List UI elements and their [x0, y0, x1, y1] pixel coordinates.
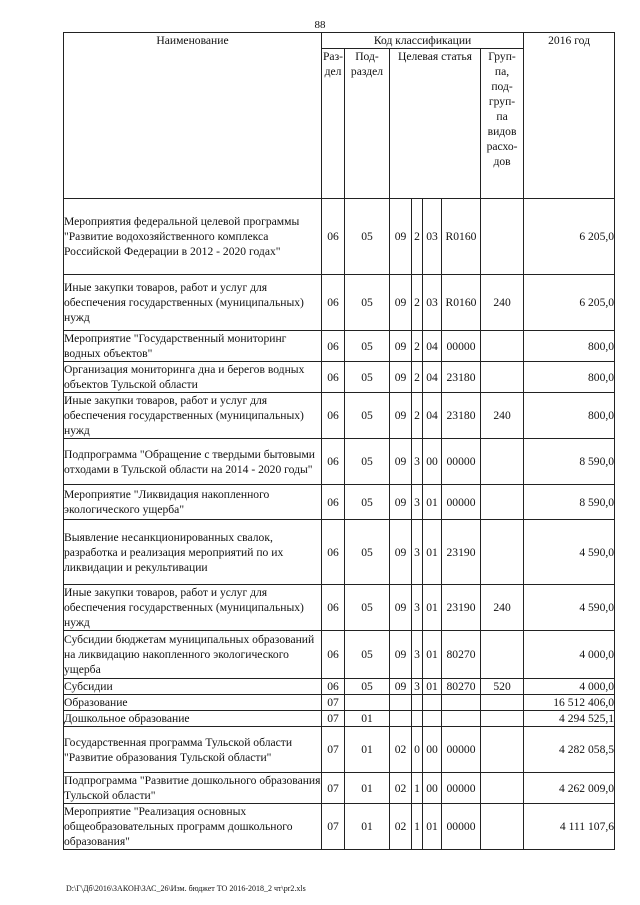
target-direction-cell: R0160: [442, 275, 481, 331]
target-event-cell: 00: [423, 727, 442, 773]
table-row: [64, 804, 615, 850]
razdel-cell: 06: [322, 585, 345, 631]
target-direction-cell: [442, 695, 481, 711]
target-program-cell: 09: [390, 393, 412, 439]
target-event-cell: 03: [423, 199, 442, 275]
expense-group-cell: [481, 439, 524, 485]
razdel-cell: 06: [322, 631, 345, 679]
row-name-cell: Подпрограмма "Развитие дошкольного образования Тульской области": [64, 774, 321, 802]
target-program-cell: 09: [390, 485, 412, 520]
target-event-cell: 03: [423, 275, 442, 331]
table-row: [64, 275, 615, 331]
amount-cell: 6 205,0: [524, 275, 615, 331]
target-subprogram-cell: 2: [412, 275, 423, 331]
row-name-cell: Иные закупки товаров, работ и услуг для обеспечения государственных (муниципальных) нужд: [64, 393, 322, 439]
row-name-cell: Мероприятие "Ликвидация накопленного экологического ущерба": [64, 485, 322, 520]
target-program-cell: [390, 695, 412, 711]
target-program-cell: [390, 711, 412, 727]
target-direction-cell: 23180: [442, 393, 481, 439]
target-direction-cell: 00000: [442, 331, 481, 362]
target-direction-cell: 00000: [442, 485, 481, 520]
razdel-cell: 07: [322, 695, 345, 711]
expense-group-cell: 240: [481, 393, 524, 439]
table-row: [64, 727, 615, 773]
target-program-cell: 09: [390, 631, 412, 679]
target-subprogram-cell: 3: [412, 679, 423, 695]
razdel-cell: 06: [322, 275, 345, 331]
amount-cell: 4 000,0: [524, 631, 615, 679]
target-subprogram-cell: 2: [412, 393, 423, 439]
row-name-cell: Субсидии: [64, 679, 322, 695]
target-event-cell: 01: [423, 804, 442, 850]
target-subprogram-cell: 3: [412, 520, 423, 585]
podrazdel-cell: 05: [345, 585, 390, 631]
amount-cell: 4 262 009,0: [524, 773, 615, 804]
row-name-cell: Мероприятия федеральной целевой программы "Развитие водохозяйственного комплекса Российской Федерации в 2012 - 2020 годах": [64, 199, 322, 275]
razdel-cell: 06: [322, 485, 345, 520]
file-path-footer: D:\Г\Дб\2016\ЗАКОН\ЗАС_26\Изм. бюджет ТО 2016-2018_2 чт\pr2.xls: [66, 884, 306, 893]
podrazdel-cell: 05: [345, 631, 390, 679]
target-subprogram-cell: 2: [412, 331, 423, 362]
podrazdel-cell: 05: [345, 485, 390, 520]
razdel-cell: 07: [322, 773, 345, 804]
amount-cell: 800,0: [524, 393, 615, 439]
table-row: [64, 711, 615, 727]
expense-group-cell: 240: [481, 585, 524, 631]
target-program-cell: 02: [390, 773, 412, 804]
table-row: [64, 393, 615, 439]
expense-group-cell: [481, 199, 524, 275]
amount-cell: 8 590,0: [524, 439, 615, 485]
table-row: [64, 485, 615, 520]
expense-group-cell: [481, 804, 524, 850]
target-direction-cell: R0160: [442, 199, 481, 275]
target-subprogram-cell: 0: [412, 727, 423, 773]
target-direction-cell: 00000: [442, 804, 481, 850]
row-name-cell: Выявление несанкционированных свалок, разработка и реализация мероприятий по их ликвидации и рекультивации: [64, 520, 322, 585]
target-subprogram-cell: 2: [412, 362, 423, 393]
table-row: [64, 631, 615, 679]
expense-group-cell: [481, 485, 524, 520]
expense-group-cell: [481, 711, 524, 727]
podrazdel-cell: [345, 695, 390, 711]
header-expense-group: Груп- па, под- груп- па видов расхо- дов: [481, 49, 524, 199]
target-direction-cell: 80270: [442, 679, 481, 695]
target-subprogram-cell: 2: [412, 199, 423, 275]
row-name-cell: Субсидии бюджетам муниципальных образований на ликвидацию накопленного экологического ущерба: [64, 631, 322, 679]
expense-group-cell: [481, 727, 524, 773]
target-event-cell: [423, 695, 442, 711]
amount-cell: 4 282 058,5: [524, 727, 615, 773]
razdel-cell: 06: [322, 331, 345, 362]
table-row: [64, 773, 615, 804]
target-program-cell: 09: [390, 520, 412, 585]
target-subprogram-cell: 1: [412, 804, 423, 850]
podrazdel-cell: 01: [345, 773, 390, 804]
row-name-cell: Дошкольное образование: [64, 711, 322, 727]
razdel-cell: 06: [322, 679, 345, 695]
row-name-cell: Мероприятие "Реализация основных общеобразовательных программ дошкольного образования": [64, 804, 322, 850]
row-name-cell: Иные закупки товаров, работ и услуг для обеспечения государственных (муниципальных) нужд: [64, 585, 322, 631]
target-subprogram-cell: 3: [412, 485, 423, 520]
razdel-cell: 07: [322, 727, 345, 773]
razdel-cell: 06: [322, 520, 345, 585]
razdel-cell: 07: [322, 804, 345, 850]
amount-cell: 4 111 107,6: [524, 804, 615, 850]
amount-cell: 8 590,0: [524, 485, 615, 520]
podrazdel-cell: 01: [345, 711, 390, 727]
target-program-cell: 09: [390, 585, 412, 631]
amount-cell: 800,0: [524, 331, 615, 362]
table-row: [64, 585, 615, 631]
amount-cell: 4 000,0: [524, 679, 615, 695]
header-razdel: Раз- дел: [322, 49, 345, 199]
razdel-cell: 06: [322, 199, 345, 275]
header-target-article: Целевая статья: [390, 49, 481, 199]
expense-group-cell: [481, 695, 524, 711]
target-direction-cell: 00000: [442, 773, 481, 804]
target-direction-cell: 23190: [442, 585, 481, 631]
amount-cell: 6 205,0: [524, 199, 615, 275]
target-program-cell: 09: [390, 679, 412, 695]
target-program-cell: 02: [390, 804, 412, 850]
target-program-cell: 09: [390, 199, 412, 275]
row-name-cell: Организация мониторинга дна и берегов водных объектов Тульской области: [64, 362, 322, 393]
table-row: [64, 679, 615, 695]
target-subprogram-cell: [412, 711, 423, 727]
target-subprogram-cell: 1: [412, 773, 423, 804]
target-event-cell: 01: [423, 520, 442, 585]
target-event-cell: 00: [423, 439, 442, 485]
row-name-cell: Иные закупки товаров, работ и услуг для обеспечения государственных (муниципальных) нужд: [64, 275, 322, 331]
target-subprogram-cell: 3: [412, 585, 423, 631]
target-subprogram-cell: [412, 695, 423, 711]
target-program-cell: 09: [390, 439, 412, 485]
expense-group-cell: [481, 362, 524, 393]
target-event-cell: 04: [423, 362, 442, 393]
target-direction-cell: [442, 711, 481, 727]
table-row: [64, 331, 615, 362]
amount-cell: 800,0: [524, 362, 615, 393]
header-podrazdel: Под- раздел: [345, 49, 390, 199]
table-row: [64, 362, 615, 393]
target-event-cell: 01: [423, 585, 442, 631]
target-direction-cell: 23190: [442, 520, 481, 585]
target-event-cell: 00: [423, 773, 442, 804]
target-event-cell: 01: [423, 631, 442, 679]
razdel-cell: 06: [322, 362, 345, 393]
table-row: [64, 520, 615, 585]
expense-group-cell: [481, 331, 524, 362]
expense-group-cell: [481, 773, 524, 804]
target-program-cell: 09: [390, 275, 412, 331]
podrazdel-cell: 05: [345, 520, 390, 585]
podrazdel-cell: 05: [345, 331, 390, 362]
budget-table: [63, 32, 615, 850]
podrazdel-cell: 01: [345, 727, 390, 773]
expense-group-cell: 240: [481, 275, 524, 331]
header-name: Наименование: [64, 33, 322, 199]
razdel-cell: 06: [322, 439, 345, 485]
table-row: [64, 695, 615, 711]
podrazdel-cell: 05: [345, 362, 390, 393]
target-subprogram-cell: 3: [412, 439, 423, 485]
amount-cell: 4 294 525,1: [524, 711, 615, 727]
expense-group-cell: 520: [481, 679, 524, 695]
target-event-cell: 04: [423, 393, 442, 439]
expense-group-cell: [481, 631, 524, 679]
row-name-cell: Подпрограмма "Обращение с твердыми бытовыми отходами в Тульской области на 2014 - 2020 годы": [64, 439, 322, 485]
podrazdel-cell: 05: [345, 679, 390, 695]
row-name-cell: Государственная программа Тульской области "Развитие образования Тульской области": [64, 727, 322, 773]
row-name-cell: Мероприятие "Государственный мониторинг водных объектов": [64, 331, 322, 362]
amount-cell: 16 512 406,0: [524, 695, 615, 711]
table-row: [64, 199, 615, 275]
target-event-cell: 01: [423, 679, 442, 695]
row-name-cell: Образование: [64, 695, 322, 711]
target-direction-cell: 23180: [442, 362, 481, 393]
table-row: [64, 439, 615, 485]
target-program-cell: 09: [390, 362, 412, 393]
podrazdel-cell: 01: [345, 804, 390, 850]
page-number: 88: [314, 19, 326, 31]
target-event-cell: 01: [423, 485, 442, 520]
target-program-cell: 09: [390, 331, 412, 362]
target-direction-cell: 00000: [442, 439, 481, 485]
header-year: 2016 год: [524, 33, 615, 199]
target-event-cell: 04: [423, 331, 442, 362]
header-classification: Код классификации: [322, 33, 524, 49]
podrazdel-cell: 05: [345, 199, 390, 275]
target-program-cell: 02: [390, 727, 412, 773]
amount-cell: 4 590,0: [524, 520, 615, 585]
target-subprogram-cell: 3: [412, 631, 423, 679]
amount-cell: 4 590,0: [524, 585, 615, 631]
target-direction-cell: 80270: [442, 631, 481, 679]
podrazdel-cell: 05: [345, 275, 390, 331]
podrazdel-cell: 05: [345, 393, 390, 439]
target-event-cell: [423, 711, 442, 727]
expense-group-cell: [481, 520, 524, 585]
target-direction-cell: 00000: [442, 727, 481, 773]
razdel-cell: 07: [322, 711, 345, 727]
razdel-cell: 06: [322, 393, 345, 439]
podrazdel-cell: 05: [345, 439, 390, 485]
